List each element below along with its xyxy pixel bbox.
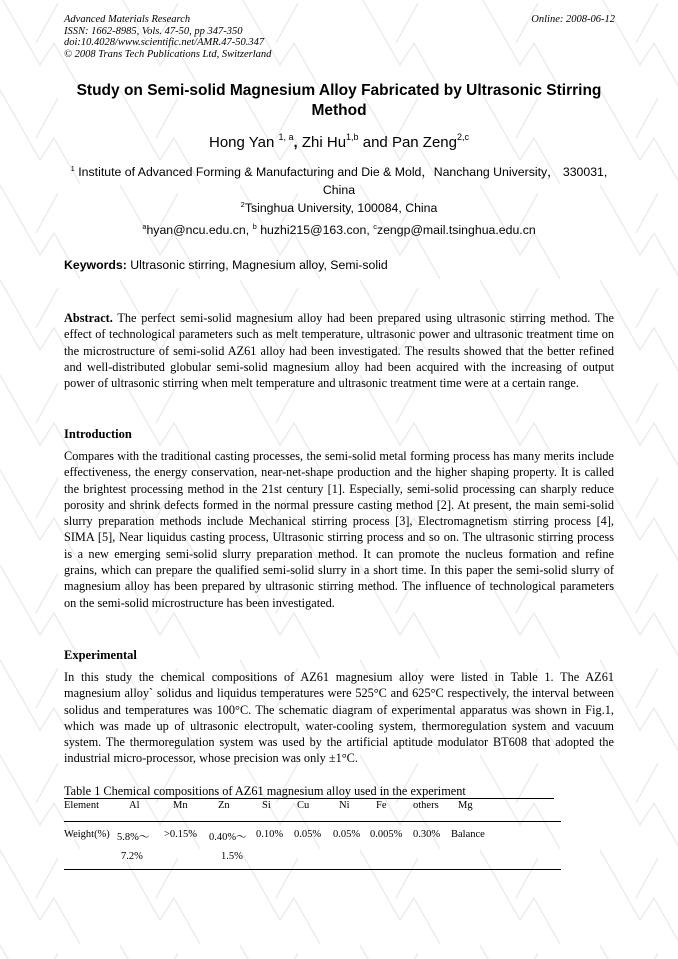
table-caption: Table 1 Chemical compositions of AZ61 magnesium alloy used in the experiment <box>64 784 466 798</box>
table-cell: 0.40%～ <box>209 832 247 843</box>
table-header-cell: Cu <box>297 800 310 811</box>
watermark-stroke <box>360 945 440 959</box>
table-cell: 0.05% <box>333 829 361 840</box>
watermark-stroke <box>360 0 440 89</box>
table-header-cell: Mg <box>458 800 473 811</box>
table-header-cell: Element <box>64 800 99 811</box>
keywords-line <box>64 258 614 272</box>
table-cell: 5.8%～ <box>117 832 150 843</box>
copyright-line: © 2008 Trans Tech Publications Ltd, Switzerland <box>64 48 272 60</box>
email-address[interactable]: huzhi215@163.con, <box>256 223 374 237</box>
paper-title: Study on Semi-solid Magnesium Alloy Fabricated by Ultrasonic Stirring Method <box>76 82 602 119</box>
author-superscript: 1, a <box>278 132 294 142</box>
email-line <box>64 222 614 237</box>
table-cell: 0.005% <box>370 829 403 840</box>
journal-header <box>64 14 271 60</box>
author-superscript: 1,b <box>346 132 359 142</box>
table-cell: 7.2% <box>121 851 143 862</box>
table-cell: >0.15% <box>164 829 198 840</box>
table-cell: 1.5% <box>221 851 243 862</box>
table-header-cell: Fe <box>376 800 387 811</box>
doi-line[interactable]: doi:10.4028/www.scientific.net/AMR.47-50.347 <box>64 37 265 48</box>
email-marker: b <box>252 222 257 231</box>
table-cell: 0.30% <box>413 829 441 840</box>
watermark-stroke <box>600 945 678 959</box>
experimental-heading: Experimental <box>64 648 137 662</box>
table-cell: Balance <box>451 829 485 840</box>
abstract-text: The perfect semi-solid magnesium alloy had been prepared using ultrasonic stirring method. The effect of technological parameters such as melt temperature, ultrasonic power and ultrasonic treatment time on the microstructure of semi-solid AZ61 alloy had been investigated. The results showed that the better refined and well-distributed globular semi-solid magnesium alloy had been acquired with the increasing of output power of ultrasonic stirring when melt temperature and ultrasonic treatment time were at a certain range. <box>64 311 614 391</box>
watermark-stroke <box>600 850 678 944</box>
table-header-cell: Ni <box>339 800 350 811</box>
watermark-stroke <box>480 755 560 849</box>
author-separator: , <box>293 134 302 151</box>
email-address[interactable]: hyan@ncu.edu.cn, <box>146 223 253 237</box>
journal-name: Advanced Materials Research <box>64 14 191 25</box>
keywords-text: Ultrasonic stirring, Magnesium alloy, Semi-solid <box>126 258 388 272</box>
watermark-stroke <box>600 755 678 849</box>
introduction-heading: Introduction <box>64 427 132 441</box>
watermark-stroke <box>0 945 80 959</box>
watermark-stroke <box>480 850 560 944</box>
affiliation-marker: 1 <box>70 164 75 173</box>
affiliation-1 <box>64 160 614 199</box>
table-bottom-rule <box>64 869 561 870</box>
watermark-stroke <box>480 945 560 959</box>
table-header-cell: others <box>413 800 439 811</box>
author-name: Pan Zeng <box>391 134 457 151</box>
table-top-rule <box>64 798 554 799</box>
abstract-paragraph <box>64 310 614 391</box>
watermark-stroke <box>120 945 200 959</box>
table-header-cell: Zn <box>218 800 230 811</box>
email-address[interactable]: zengp@mail.tsinghua.edu.cn <box>376 223 536 237</box>
watermark-stroke <box>240 850 320 944</box>
watermark-stroke <box>0 850 80 944</box>
affiliation-text: Tsinghua University, 100084, China <box>244 201 438 215</box>
introduction-paragraph: Compares with the traditional casting processes, the semi-solid metal forming process has many merits include effectiveness, the energy conservation, near-net-shape production and the higher shaping property. It is called the brightest processing method in the 21st century [1]. Especially, semi-solid processing can sharply reduce porosity and shrink defects formed in the normal pressure casting method [2]. At present, the main semi-solid slurry preparation methods include Mechanical stirring process [3], Electromagnetism stirring process [4], SIMA [5], Near liquidus casting process, Ultrasonic stirring process and so on. The ultrasonic stirring process is a new emerging semi-solid slurry preparation method. It can promote the nucleus formation and refine grains, which can prepare the qualified semi-solid slurry in a short time. In this paper the semi-solid slurry of magnesium alloy has been prepared by ultrasonic stirring method. The influence of technological parameters on the semi-solid microstructure has been investigated. <box>64 449 614 610</box>
affiliation-marker: 2 <box>240 200 245 209</box>
author-separator: and <box>358 134 392 151</box>
experimental-paragraph: In this study the chemical compositions of AZ61 magnesium alloy were listed in Table 1. The AZ61 magnesium alloy` solidus and liquidus temperatures were 525°C and 625°C respectively, the interval between solidus and temperatures was 100°C. The schematic diagram of experimental apparatus was shown in Fig.1, which was made up of ultrasonic electropult, water-cooling system, thermoregulation system and vacuum system. The thermoregulation system was used by the artificial aptitude modulator BT608 that adopted the industrial micro-processor, whose precision was only ±1°C. <box>64 670 614 766</box>
watermark-stroke <box>120 850 200 944</box>
table-cell-label: Weight(%) <box>64 829 110 840</box>
watermark-stroke <box>360 850 440 944</box>
keywords-label: Keywords: <box>64 258 127 272</box>
affiliation-text: Institute of Advanced Forming & Manufacturing and Die & Mold，Nanchang University， 330031, China <box>78 165 608 197</box>
table-header-cell: Mn <box>173 800 188 811</box>
email-marker: c <box>373 222 377 231</box>
table-cell: 0.05% <box>294 829 322 840</box>
affiliation-2 <box>64 200 614 215</box>
email-marker: a <box>142 222 147 231</box>
issn-line: ISSN: 1662-8985, Vols. 47-50, pp 347-350 <box>64 25 243 37</box>
table-header-cell: Al <box>129 800 140 811</box>
author-superscript: 2,c <box>456 132 469 142</box>
abstract-label: Abstract. <box>64 311 113 325</box>
author-line <box>64 128 614 152</box>
author-name: Zhi Hu <box>301 134 347 151</box>
table-cell: 0.10% <box>256 829 284 840</box>
table-header-cell: Si <box>262 800 271 811</box>
author-name: Hong Yan <box>208 134 275 151</box>
online-date: Online: 2008-06-12 <box>531 14 615 25</box>
table-header-rule <box>64 821 561 822</box>
watermark-stroke <box>240 945 320 959</box>
